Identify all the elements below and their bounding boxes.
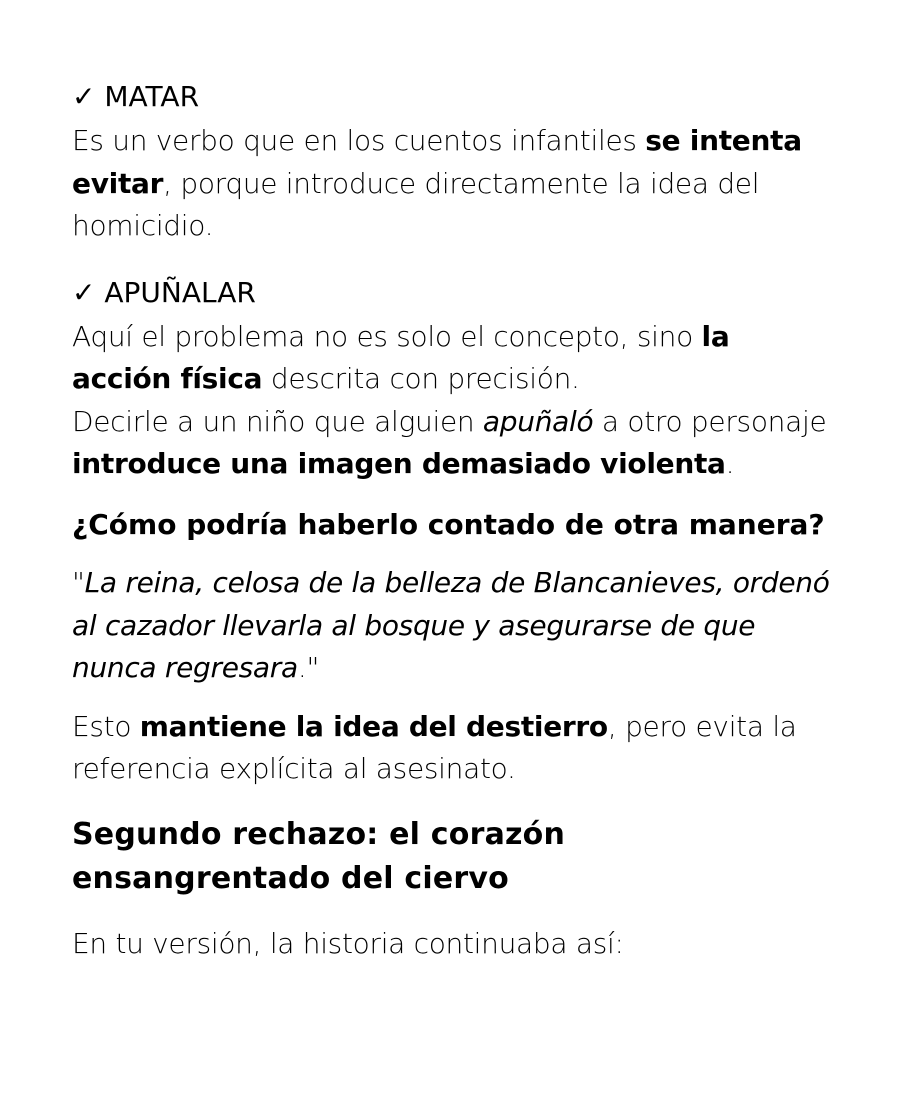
matar-heading: ✓ MATAR <box>72 80 200 113</box>
explanation-paragraph <box>72 706 832 791</box>
text-run: descrita con precisión. <box>262 362 580 395</box>
text-run: , porque introduce directamente la idea del homicidio. <box>72 166 760 242</box>
quote-mark: " <box>72 566 85 599</box>
section-title: Segundo rechazo: el corazón ensangrentado del ciervo <box>72 816 566 896</box>
quote-text: La reina, celosa de la belleza de Blancanieves, ordenó al cazador llevarla al bosque y asegurarse de que nunca regresara <box>72 566 830 684</box>
matar-paragraph <box>72 120 832 248</box>
text-run: . <box>725 447 735 480</box>
text-run: Esto <box>72 709 140 743</box>
quote-paragraph <box>72 562 832 690</box>
text-run: a otro personaje <box>593 404 827 438</box>
bold-text: mantiene la idea del destierro <box>139 709 608 743</box>
apunalar-paragraph-2 <box>72 401 832 486</box>
apunalar-heading: ✓ APUÑALAR <box>72 275 256 309</box>
bold-text: la acción física <box>72 319 730 395</box>
document-page <box>72 74 832 965</box>
italic-text: apuñaló <box>482 404 594 438</box>
question-heading: ¿Cómo podría haberlo contado de otra manera? <box>72 507 825 541</box>
text-run: Aquí el problema no es solo el concepto, sino <box>72 319 702 353</box>
bold-text: se intenta evitar <box>72 124 802 200</box>
bold-text: introduce una imagen demasiado violenta <box>72 447 726 480</box>
text-run: Decirle a un niño que alguien <box>72 404 483 438</box>
apunalar-paragraph-1 <box>72 316 832 401</box>
text-run: Es un verbo que en los cuentos infantiles <box>72 124 646 157</box>
text-run: , pero evita la referencia explícita al asesinato. <box>72 709 797 785</box>
closing-paragraph: En tu versión, la historia continuaba así: <box>72 926 624 960</box>
quote-mark: ." <box>297 651 320 684</box>
